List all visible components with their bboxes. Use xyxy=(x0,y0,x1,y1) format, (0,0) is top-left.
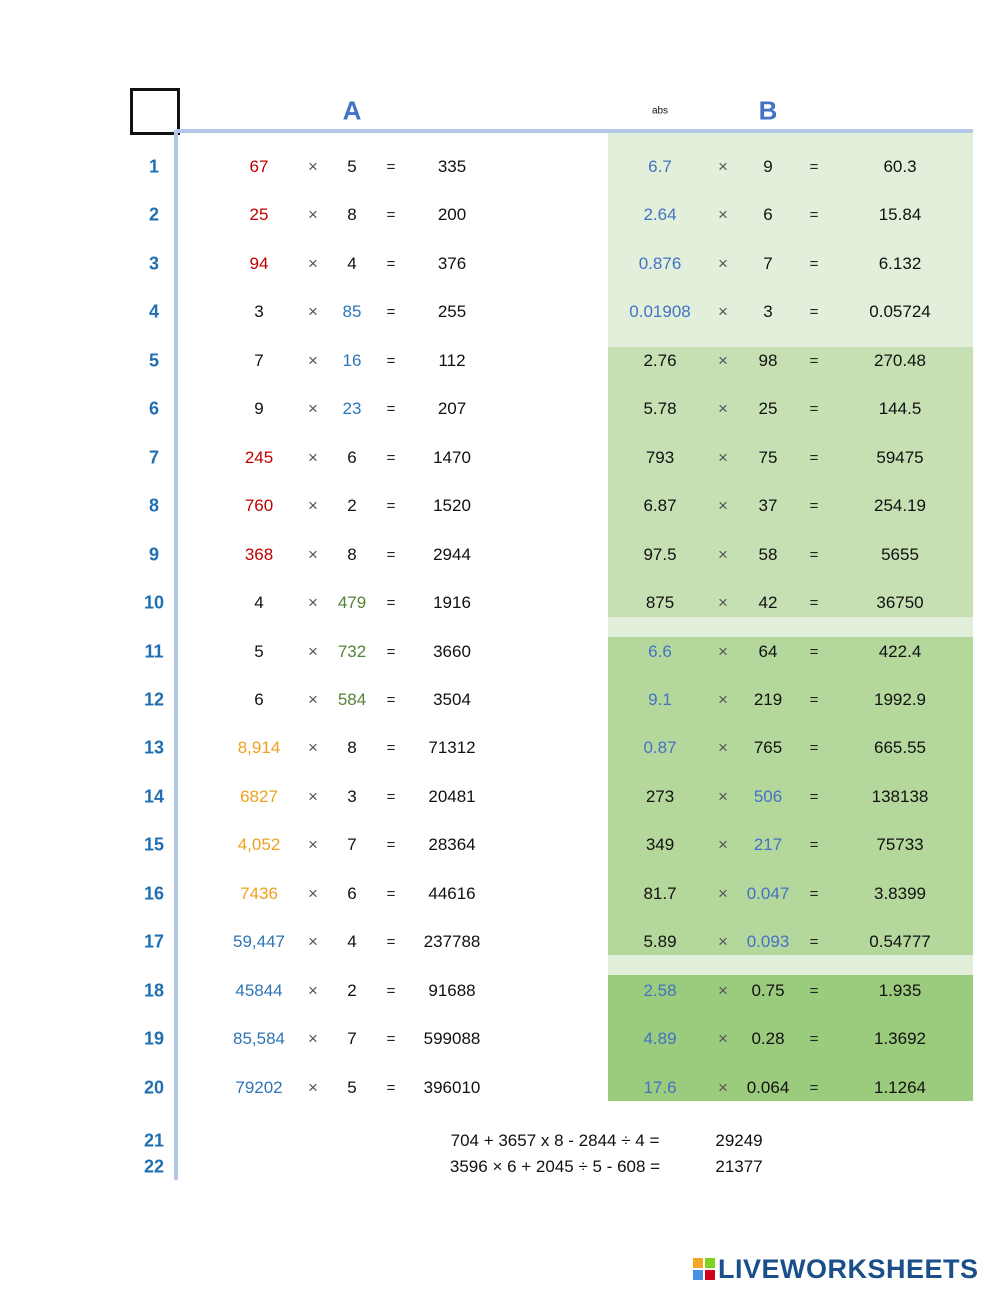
equals-sign: = xyxy=(809,594,819,612)
times-sign: × xyxy=(308,932,318,952)
expression-result: 29249 xyxy=(715,1131,763,1150)
corner-box xyxy=(130,88,180,135)
equals-sign: = xyxy=(386,885,396,903)
a-factor-1: 5 xyxy=(254,641,264,661)
b-factor-2: 765 xyxy=(753,738,783,758)
b-product: 1.935 xyxy=(878,980,922,1000)
b-factor-2: 58 xyxy=(758,544,778,564)
times-sign: × xyxy=(308,1029,318,1049)
equals-sign: = xyxy=(809,400,819,418)
a-factor-2: 23 xyxy=(342,399,362,419)
equals-sign: = xyxy=(809,497,819,515)
a-factor-1: 368 xyxy=(244,544,274,564)
b-factor-2: 219 xyxy=(753,689,783,709)
a-factor-1: 85,584 xyxy=(233,1029,285,1049)
a-factor-1: 45844 xyxy=(235,980,283,1000)
a-product: 255 xyxy=(437,302,467,322)
b-product: 1.1264 xyxy=(874,1077,926,1097)
times-sign: × xyxy=(308,447,318,467)
row-number: 5 xyxy=(148,350,160,371)
column-a-heading: A xyxy=(342,95,362,126)
row-number: 1 xyxy=(148,156,160,177)
b-product: 6.132 xyxy=(878,253,922,273)
times-sign: × xyxy=(718,593,728,613)
b-product: 138138 xyxy=(871,786,929,806)
a-product: 3660 xyxy=(433,641,471,661)
a-factor-2: 479 xyxy=(337,593,367,613)
b-product: 665.55 xyxy=(874,738,926,758)
a-factor-1: 4,052 xyxy=(237,835,281,855)
times-sign: × xyxy=(308,738,318,758)
times-sign: × xyxy=(308,496,318,516)
b-factor-1: 349 xyxy=(645,835,675,855)
row-number: 10 xyxy=(143,592,165,613)
expression: 3596 × 6 + 2045 ÷ 5 - 608 = xyxy=(449,1157,661,1176)
equals-sign: = xyxy=(386,546,396,564)
equals-sign: = xyxy=(386,788,396,806)
a-factor-1: 67 xyxy=(249,157,269,176)
row-number: 21 xyxy=(143,1130,165,1151)
equals-sign: = xyxy=(386,352,396,370)
a-product: 1520 xyxy=(433,496,471,516)
equals-sign: = xyxy=(386,449,396,467)
row-number: 17 xyxy=(143,931,165,952)
a-factor-1: 8,914 xyxy=(237,738,281,758)
b-factor-2: 217 xyxy=(753,835,783,855)
times-sign: × xyxy=(308,544,318,564)
band-gap-1 xyxy=(608,617,973,637)
b-factor-1: 273 xyxy=(645,786,675,806)
row-number: 18 xyxy=(143,980,165,1001)
a-factor-2: 6 xyxy=(347,447,357,467)
a-factor-2: 7 xyxy=(347,1029,357,1049)
a-product: 1916 xyxy=(433,593,471,613)
a-factor-2: 6 xyxy=(347,883,357,903)
a-factor-2: 3 xyxy=(347,786,357,806)
b-factor-2: 64 xyxy=(758,641,778,661)
b-product: 5655 xyxy=(881,544,919,564)
equals-sign: = xyxy=(386,836,396,854)
times-sign: × xyxy=(308,205,318,225)
row-number: 6 xyxy=(148,398,160,419)
b-product: 15.84 xyxy=(878,205,922,225)
times-sign: × xyxy=(308,253,318,273)
a-factor-2: 5 xyxy=(347,157,357,176)
times-sign: × xyxy=(718,399,728,419)
row-number: 12 xyxy=(143,689,165,710)
equals-sign: = xyxy=(386,400,396,418)
a-factor-1: 79202 xyxy=(235,1077,283,1097)
times-sign: × xyxy=(718,932,728,952)
row-number: 20 xyxy=(143,1077,165,1098)
b-factor-1: 793 xyxy=(645,447,675,467)
equals-sign: = xyxy=(386,303,396,321)
a-factor-2: 4 xyxy=(347,253,357,273)
times-sign: × xyxy=(718,641,728,661)
row-number: 14 xyxy=(143,786,165,807)
a-factor-2: 85 xyxy=(342,302,362,322)
abs-label: abs xyxy=(651,105,669,117)
b-product: 0.54777 xyxy=(869,932,931,952)
times-sign: × xyxy=(308,980,318,1000)
equals-sign: = xyxy=(809,158,819,176)
b-factor-1: 4.89 xyxy=(643,1029,677,1049)
times-sign: × xyxy=(308,835,318,855)
a-factor-1: 59,447 xyxy=(233,932,285,952)
times-sign: × xyxy=(308,1077,318,1097)
b-factor-1: 2.58 xyxy=(643,980,677,1000)
times-sign: × xyxy=(718,883,728,903)
a-factor-2: 16 xyxy=(342,350,362,370)
equals-sign: = xyxy=(386,206,396,224)
equals-sign: = xyxy=(809,352,819,370)
times-sign: × xyxy=(718,253,728,273)
a-product: 20481 xyxy=(428,786,476,806)
a-factor-1: 9 xyxy=(254,399,264,419)
b-factor-2: 0.093 xyxy=(746,932,790,952)
equals-sign: = xyxy=(809,836,819,854)
b-product: 3.8399 xyxy=(874,883,926,903)
times-sign: × xyxy=(718,1029,728,1049)
times-sign: × xyxy=(718,738,728,758)
row-number: 2 xyxy=(148,204,160,225)
equals-sign: = xyxy=(809,933,819,951)
b-factor-2: 37 xyxy=(758,496,778,516)
a-factor-1: 25 xyxy=(249,205,269,225)
column-b-heading: B xyxy=(758,95,778,126)
row-number: 16 xyxy=(143,883,165,904)
times-sign: × xyxy=(718,835,728,855)
equals-sign: = xyxy=(386,933,396,951)
b-factor-1: 0.01908 xyxy=(629,302,691,322)
times-sign: × xyxy=(718,350,728,370)
times-sign: × xyxy=(308,689,318,709)
equals-sign: = xyxy=(386,1079,396,1097)
b-factor-2: 42 xyxy=(758,593,778,613)
a-product: 396010 xyxy=(423,1077,481,1097)
equals-sign: = xyxy=(386,255,396,273)
equals-sign: = xyxy=(386,497,396,515)
equals-sign: = xyxy=(809,1079,819,1097)
b-factor-2: 3 xyxy=(763,302,773,322)
b-factor-1: 17.6 xyxy=(643,1077,677,1097)
times-sign: × xyxy=(308,593,318,613)
logo-text: LIVEWORKSHEETS xyxy=(718,1253,979,1284)
b-product: 1.3692 xyxy=(874,1029,926,1049)
a-factor-1: 7 xyxy=(254,350,264,370)
equals-sign: = xyxy=(386,982,396,1000)
row-number: 9 xyxy=(148,544,160,565)
a-factor-2: 2 xyxy=(347,496,357,516)
times-sign: × xyxy=(308,641,318,661)
b-factor-1: 5.78 xyxy=(643,399,677,419)
row-number: 3 xyxy=(148,253,160,274)
b-product: 144.5 xyxy=(878,399,922,419)
a-product: 1470 xyxy=(433,447,471,467)
a-product: 207 xyxy=(437,399,467,419)
a-factor-1: 245 xyxy=(244,447,274,467)
b-factor-2: 0.047 xyxy=(746,883,790,903)
equals-sign: = xyxy=(809,691,819,709)
times-sign: × xyxy=(718,1077,728,1097)
left-rule xyxy=(174,130,178,1180)
b-factor-1: 6.87 xyxy=(643,496,677,516)
b-factor-1: 2.76 xyxy=(643,350,677,370)
times-sign: × xyxy=(718,205,728,225)
a-factor-2: 8 xyxy=(347,544,357,564)
row-number: 19 xyxy=(143,1028,165,1049)
times-sign: × xyxy=(718,302,728,322)
times-sign: × xyxy=(718,689,728,709)
times-sign: × xyxy=(308,302,318,322)
b-factor-2: 6 xyxy=(763,205,773,225)
b-factor-1: 97.5 xyxy=(643,544,677,564)
times-sign: × xyxy=(718,447,728,467)
a-product: 3504 xyxy=(433,689,471,709)
a-factor-2: 5 xyxy=(347,1077,357,1097)
logo-blocks-icon xyxy=(693,1258,715,1280)
b-factor-2: 25 xyxy=(758,399,778,419)
row-number: 13 xyxy=(143,737,165,758)
a-factor-1: 4 xyxy=(254,593,264,613)
times-sign: × xyxy=(718,786,728,806)
b-factor-1: 6.6 xyxy=(648,641,672,661)
equals-sign: = xyxy=(386,691,396,709)
expression-result: 21377 xyxy=(715,1157,763,1176)
times-sign: × xyxy=(308,157,318,176)
equals-sign: = xyxy=(809,643,819,660)
a-product: 335 xyxy=(437,157,467,176)
equals-sign: = xyxy=(386,158,396,176)
equals-sign: = xyxy=(809,739,819,757)
band-mid xyxy=(608,347,973,617)
a-factor-1: 3 xyxy=(254,302,264,322)
b-factor-1: 0.87 xyxy=(643,738,677,758)
equals-sign: = xyxy=(809,1030,819,1048)
a-product: 2944 xyxy=(433,544,471,564)
row-number: 15 xyxy=(143,834,165,855)
times-sign: × xyxy=(718,980,728,1000)
band-gap-2 xyxy=(608,955,973,975)
times-sign: × xyxy=(308,350,318,370)
equals-sign: = xyxy=(386,594,396,612)
b-factor-1: 2.64 xyxy=(643,205,677,225)
equals-sign: = xyxy=(809,982,819,1000)
expression: 704 + 3657 x 8 - 2844 ÷ 4 = xyxy=(450,1131,660,1150)
b-product: 422.4 xyxy=(878,641,922,661)
b-factor-1: 0.876 xyxy=(638,253,682,273)
row-number: 4 xyxy=(148,301,160,322)
equals-sign: = xyxy=(809,303,819,321)
equals-sign: = xyxy=(809,885,819,903)
b-factor-1: 6.7 xyxy=(648,157,672,176)
times-sign: × xyxy=(308,399,318,419)
a-factor-2: 2 xyxy=(347,980,357,1000)
row-number: 8 xyxy=(148,495,160,516)
b-factor-2: 75 xyxy=(758,447,778,467)
b-product: 1992.9 xyxy=(874,689,926,709)
b-factor-2: 0.75 xyxy=(751,980,785,1000)
times-sign: × xyxy=(718,544,728,564)
b-product: 254.19 xyxy=(874,496,926,516)
times-sign: × xyxy=(718,496,728,516)
a-product: 28364 xyxy=(428,835,476,855)
b-factor-1: 875 xyxy=(645,593,675,613)
a-factor-1: 760 xyxy=(244,496,274,516)
b-product: 0.05724 xyxy=(869,302,931,322)
a-factor-2: 4 xyxy=(347,932,357,952)
times-sign: × xyxy=(308,883,318,903)
equals-sign: = xyxy=(809,449,819,467)
row-number: 11 xyxy=(144,641,164,661)
b-product: 75733 xyxy=(876,835,924,855)
a-factor-2: 8 xyxy=(347,738,357,758)
equals-sign: = xyxy=(809,206,819,224)
a-factor-1: 7436 xyxy=(240,883,278,903)
a-factor-2: 732 xyxy=(337,641,367,661)
b-factor-2: 0.064 xyxy=(746,1077,790,1097)
b-factor-2: 98 xyxy=(758,350,778,370)
times-sign: × xyxy=(308,786,318,806)
a-product: 91688 xyxy=(428,980,476,1000)
b-factor-1: 5.89 xyxy=(643,932,677,952)
a-product: 376 xyxy=(437,253,467,273)
a-factor-2: 8 xyxy=(347,205,357,225)
a-product: 200 xyxy=(437,205,467,225)
a-factor-2: 7 xyxy=(347,835,357,855)
a-product: 44616 xyxy=(428,883,476,903)
equals-sign: = xyxy=(386,643,396,660)
a-factor-1: 6 xyxy=(254,689,264,709)
liveworksheets-logo xyxy=(693,1253,979,1284)
equals-sign: = xyxy=(809,255,819,273)
times-sign: × xyxy=(718,157,728,176)
a-product: 71312 xyxy=(428,738,476,758)
equals-sign: = xyxy=(386,1030,396,1048)
b-factor-1: 9.1 xyxy=(648,689,672,709)
a-factor-2: 584 xyxy=(337,689,367,709)
b-product: 36750 xyxy=(876,593,924,613)
b-factor-2: 7 xyxy=(763,253,773,273)
a-factor-1: 94 xyxy=(249,253,269,273)
b-factor-1: 81.7 xyxy=(643,883,677,903)
a-product: 599088 xyxy=(423,1029,481,1049)
equals-sign: = xyxy=(809,788,819,806)
b-factor-2: 0.28 xyxy=(751,1029,785,1049)
row-number: 7 xyxy=(148,447,160,468)
b-factor-2: 506 xyxy=(753,786,783,806)
equals-sign: = xyxy=(386,739,396,757)
b-product: 59475 xyxy=(876,447,924,467)
b-factor-2: 9 xyxy=(763,157,773,176)
a-product: 112 xyxy=(438,350,466,370)
b-product: 60.3 xyxy=(883,157,917,176)
equals-sign: = xyxy=(809,546,819,564)
b-product: 270.48 xyxy=(874,350,926,370)
a-factor-1: 6827 xyxy=(240,786,278,806)
row-number: 22 xyxy=(143,1156,165,1177)
a-product: 237788 xyxy=(423,932,481,952)
